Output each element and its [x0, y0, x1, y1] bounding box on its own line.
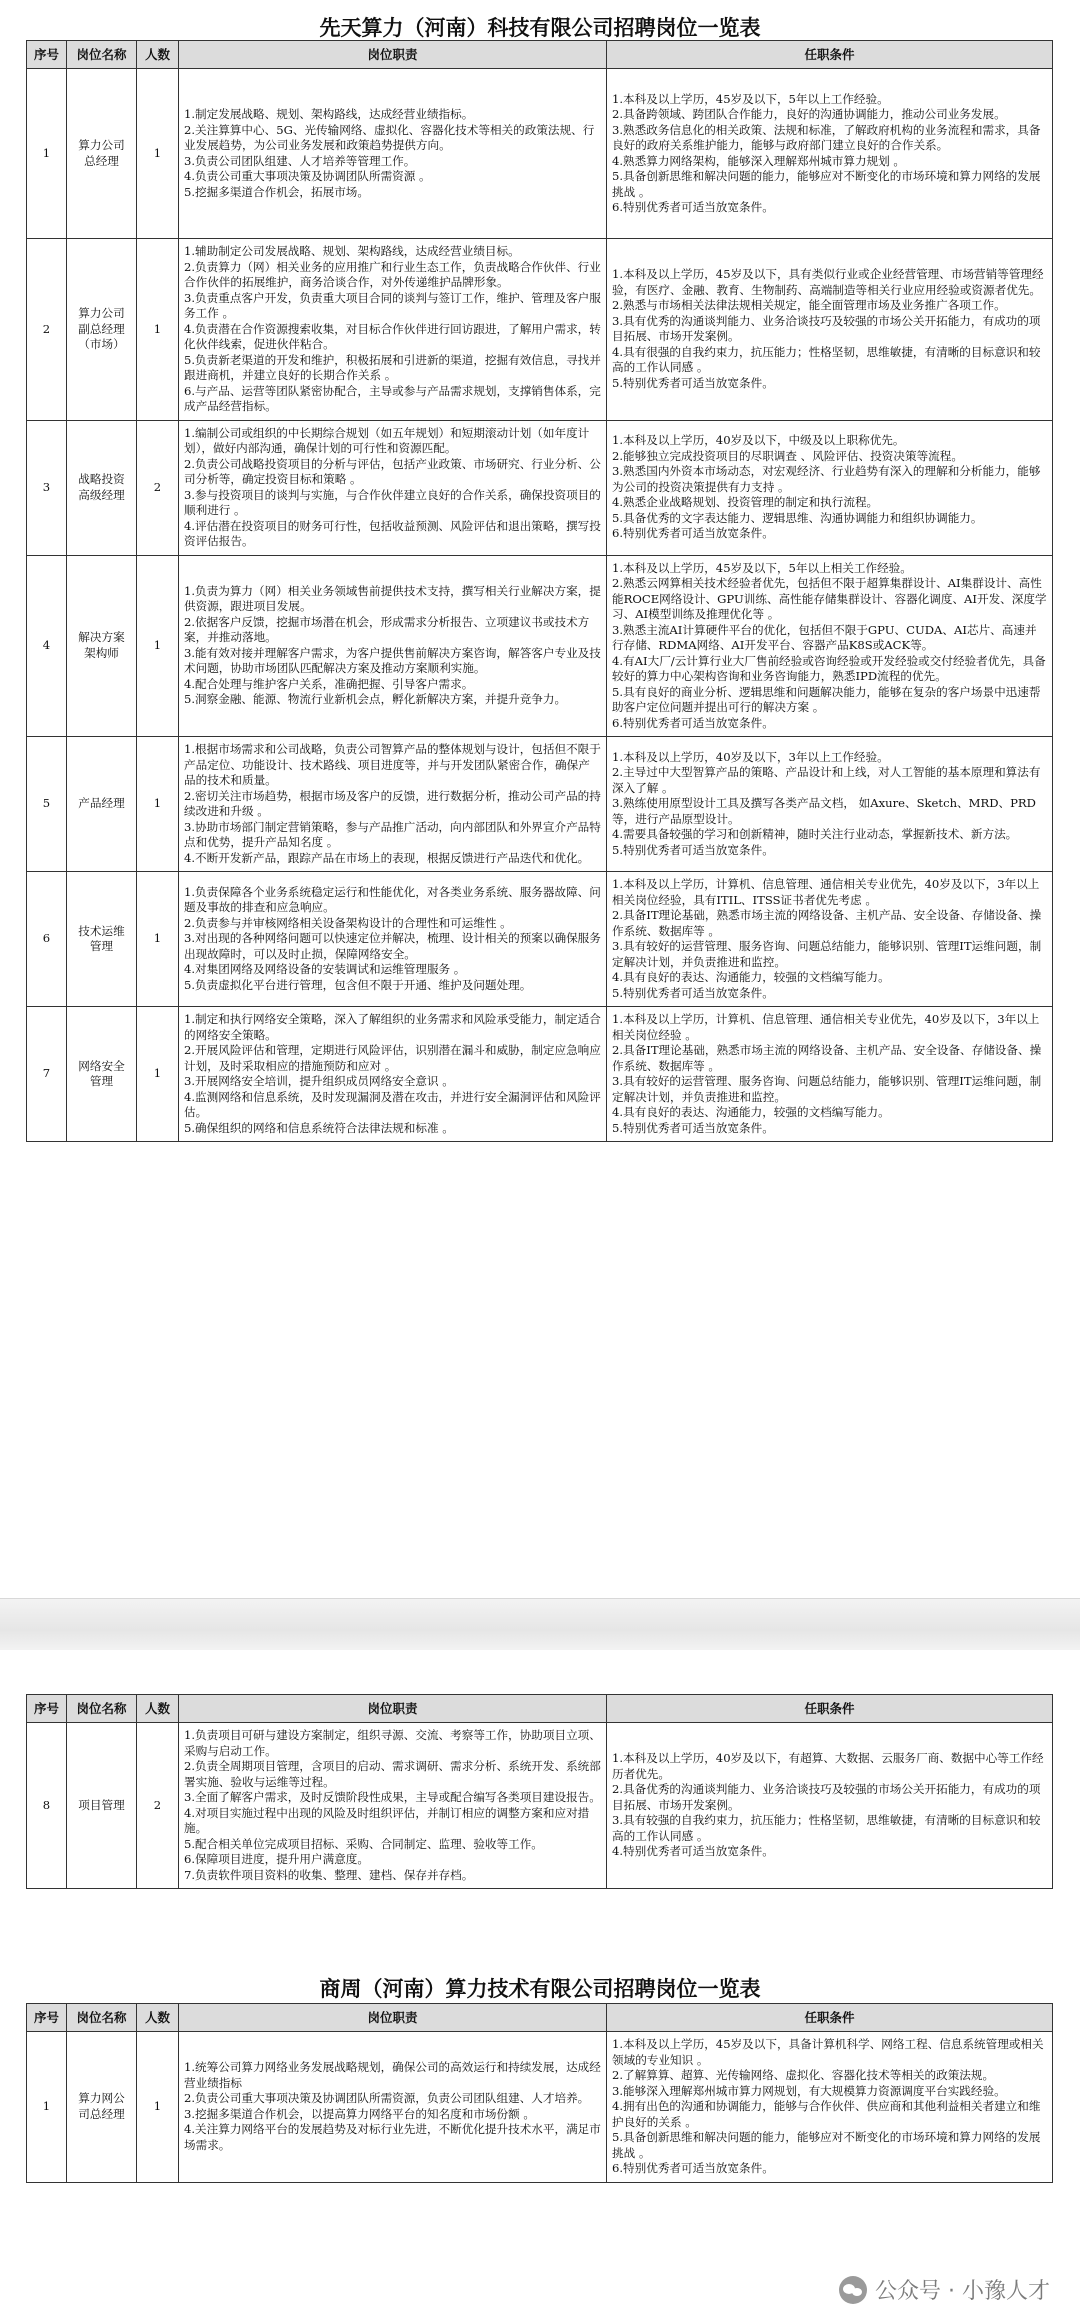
row-number: 3 [27, 420, 67, 555]
duty-item: 4.负责公司重大事项决策及协调团队所需资源 。 [184, 169, 431, 183]
job-duties [179, 1723, 607, 1889]
requirement-item: 6.特别优秀者可适当放宽条件。 [612, 715, 774, 730]
requirement-item: 1.本科及以上学历，40岁及以下，中级及以上职称优先。 [612, 433, 905, 448]
duty-item: 4.配合处理与维护客户关系，准确把握、引导客户需求。 [184, 676, 474, 691]
duty-item: 2.负责全周期项目管理，含项目的启动、需求调研、需求分析、系统开发、系统部署实施、验收与运维等过程。 [184, 1759, 601, 1789]
duty-item: 3.能有效对接并理解客户需求，为客户提供售前解决方案咨询，解答客户专业及技术问题，协助市场团队匹配解决方案及推动方案顺利实施。 [184, 645, 601, 676]
duty-item: 2.负责算力（网）相关业务的应用推广和行业生态工作，负责战略合作伙伴、行业合作伙伴的拓展维护，商务洽谈合作，对外传递维护品牌形象。 [184, 259, 601, 289]
headcount: 2 [137, 420, 179, 555]
position-name [67, 239, 137, 421]
requirement-item: 4.需要具备较强的学习和创新精神，随时关注行业动态，掌握新技术、新方法。 [612, 827, 1018, 842]
job-duties [179, 2032, 607, 2183]
position-name-line: 战略投资 [78, 472, 125, 486]
requirement-item: 1.本科及以上学历，计算机、信息管理、通信相关专业优先，40岁及以下，3年以上相关岗位经验，具有ITIL、ITSS证书者优先考虑 。 [612, 877, 1040, 907]
duty-item: 3.负责公司团队组建、人才培养等管理工作。 [184, 153, 416, 168]
requirement-item: 5.特别优秀者可适当放宽条件。 [612, 842, 774, 857]
job-duties [179, 69, 607, 239]
duty-item: 5.洞察金融、能源、物流行业新机会点，孵化新解决方案，并提升竞争力。 [184, 692, 567, 707]
duty-item: 6.保障项目进度，提升用户满意度。 [184, 1852, 369, 1866]
requirement-item: 3.具有较强的自我约束力，抗压能力；性格坚韧，思维敏捷，有清晰的目标意识和较高的工作认同感 。 [612, 1813, 1041, 1843]
duty-item: 1.负责项目可研与建设方案制定，组织寻源、交流、考察等工作，协助项目立项、采购与启动工作。 [184, 1728, 601, 1758]
job-duties [179, 737, 607, 872]
duty-item: 1.负责为算力（网）相关业务领域售前提供技术支持，撰写相关行业解决方案，提供资源，跟进项目发展。 [184, 583, 601, 614]
requirement-item: 3.熟悉政务信息化的相关政策、法规和标准，了解政府机构的业务流程和需求，具备良好的政府关系维护能力，能够与政府部门建立良好的合作关系。 [612, 122, 1041, 152]
duty-item: 3.参与投资项目的谈判与实施，与合作伙伴建立良好的合作关系，确保投资项目的顺利进行 。 [184, 487, 601, 517]
duty-item: 1.制定和执行网络安全策略，深入了解组织的业务需求和风险承受能力，制定适合的网络安全策略。 [184, 1012, 601, 1042]
job-requirements [607, 239, 1053, 421]
requirement-item: 6.特别优秀者可适当放宽条件。 [612, 526, 774, 541]
position-name [67, 420, 137, 555]
doc1-title: 先天算力（河南）科技有限公司招聘岗位一览表 [319, 15, 761, 40]
duty-item: 4.关注算力网络平台的发展趋势及对标行业先进，不断优化提升技术水平，满足市场需求。 [184, 2122, 601, 2152]
duty-item: 4.对项目实施过程中出现的风险及时组织评估，并制订相应的调整方案和应对措施。 [184, 1805, 590, 1835]
row-number: 1 [27, 2032, 67, 2183]
row-number: 5 [27, 737, 67, 872]
requirement-item: 4.拥有出色的沟通和协调能力，能够与合作伙伴、供应商和其他利益相关者建立和维护良好的关系 。 [612, 2099, 1041, 2129]
position-name-line: 解决方案 [78, 630, 125, 645]
requirement-item: 4.具有很强的自我约束力，抗压能力；性格坚韧，思维敏捷，有清晰的目标意识和较高的工作认同感 。 [612, 344, 1041, 375]
position-name-line: 项目管理 [78, 1797, 125, 1812]
headcount: 1 [137, 555, 179, 737]
position-name-line: 司总经理 [78, 2106, 125, 2121]
header-position: 岗位名称 [67, 1695, 137, 1723]
duty-item: 1.统筹公司算力网络业务发展战略规划，确保公司的高效运行和持续发展，达成经营业绩指标 [184, 2060, 601, 2090]
job-requirements [607, 1723, 1053, 1889]
headcount: 1 [137, 239, 179, 421]
requirement-item: 2.了解算算、超算、光传输网络、虚拟化、容器化技术等相关的政策法规。 [612, 2068, 995, 2082]
job-duties [179, 420, 607, 555]
header-duties: 岗位职责 [179, 41, 607, 69]
requirement-item: 3.熟练使用原型设计工具及撰写各类产品文档， 如Axure、Sketch、MRD、PRD等，进行产品原型设计。 [612, 796, 1036, 826]
header-count: 人数 [137, 2004, 179, 2032]
table-row [27, 239, 1053, 421]
row-number: 2 [27, 239, 67, 421]
requirement-item: 4.特别优秀者可适当放宽条件。 [612, 1844, 774, 1859]
requirement-item: 3.具有较好的运营管理、服务咨询、问题总结能力，能够识别、管理IT运维问题，制定解决计划，并负责推进和监控。 [612, 939, 1042, 969]
duty-item: 1.辅助制定公司发展战略、规划、架构路线，达成经营业绩目标。 [184, 244, 520, 258]
requirement-item: 5.具有良好的商业分析、逻辑思维和问题解决能力，能够在复杂的客户场景中迅速帮助客户定位问题并提出可行的解决方案 。 [612, 684, 1041, 714]
requirement-item: 3.能够深入理解郑州城市算力网规划，有大规模算力资源调度平台实践经验。 [612, 2083, 1006, 2098]
duty-item: 2.负责参与并审核网络相关设备架构设计的合理性和可运维性 。 [184, 915, 512, 930]
requirement-item: 2.熟悉云网算相关技术经验者优先，包括但不限于超算集群设计、AI集群设计、高性能ROCE网络设计、GPU训练、高性能存储集群设计、容器化调度、AI开发、深度学习、AI模型训练及推理优化等 。 [612, 576, 1047, 621]
position-name [67, 69, 137, 239]
row-number: 4 [27, 555, 67, 737]
requirement-item: 1.本科及以上学历，45岁及以下，具备计算机科学、网络工程、信息系统管理或相关领域的专业知识 。 [612, 2037, 1044, 2067]
job-requirements [607, 420, 1053, 555]
row-number: 7 [27, 1007, 67, 1142]
duty-item: 2.负责公司重大事项决策及协调团队所需资源，负责公司团队组建、人才培养。 [184, 2091, 590, 2106]
requirement-item: 4.熟悉算力网络架构，能够深入理解郑州城市算力规划 。 [612, 153, 905, 168]
position-name-line: 算力公司 [78, 138, 125, 152]
watermark-text: 公众号 · 小豫人才 [875, 2279, 1050, 2304]
table-header-row [27, 41, 1053, 69]
duty-item: 3.挖掘多渠道合作机会，以提高算力网络平台的知名度和市场份额 。 [184, 2106, 535, 2121]
duty-item: 2.负责公司战略投资项目的分析与评估，包括产业政策、市场研究、行业分析、公司分析等，确定投资目标和策略 。 [184, 456, 601, 486]
requirement-item: 1.本科及以上学历，计算机、信息管理、通信相关专业优先，40岁及以下，3年以上相关岗位经验 。 [612, 1012, 1040, 1042]
duty-item: 1.负责保障各个业务系统稳定运行和性能优化，对各类业务系统、服务器故障、问题及事故的排查和应急响应。 [184, 884, 601, 915]
duty-item: 7.负责软件项目资料的收集、整理、建档、保存并存档。 [184, 1867, 474, 1882]
job-duties [179, 555, 607, 737]
row-number: 8 [27, 1723, 67, 1889]
position-name-line: 管理 [89, 939, 114, 953]
header-no: 序号 [27, 1695, 67, 1723]
duty-item: 5.确保组织的网络和信息系统符合法律法规和标准 。 [184, 1120, 454, 1135]
position-name-line: 算力公司 [78, 306, 125, 320]
position-name-line: 算力网公 [78, 2091, 125, 2106]
job-duties [179, 239, 607, 421]
table-row [27, 1723, 1053, 1889]
position-name-line: 技术运维 [78, 923, 125, 938]
headcount: 1 [137, 1007, 179, 1142]
duty-item: 5.负责新老渠道的开发和维护，积极拓展和引进新的渠道，挖掘有效信息，寻找并跟进商机，并建立良好的长期合作关系 。 [184, 352, 601, 382]
duty-item: 3.开展网络安全培训，提升组织成员网络安全意识 。 [184, 1074, 454, 1088]
duty-item: 4.负责潜在合作资源搜索收集，对目标合作伙伴进行回访跟进，了解用户需求，转化伙伴线索，促进伙伴粘合。 [184, 321, 601, 351]
requirement-item: 6.特别优秀者可适当放宽条件。 [612, 2161, 774, 2175]
headcount: 1 [137, 737, 179, 872]
requirement-item: 5.具备创新思维和解决问题的能力，能够应对不断变化的市场环境和算力网络的发展挑战 。 [612, 169, 1041, 199]
requirement-item: 5.具备优秀的文字表达能力、逻辑思维、沟通协调能力和组织协调能力。 [612, 510, 983, 525]
header-no: 序号 [27, 2004, 67, 2032]
requirement-item: 5.特别优秀者可适当放宽条件。 [612, 375, 774, 390]
requirement-item: 5.特别优秀者可适当放宽条件。 [612, 1120, 774, 1135]
recruitment-table-1-continued [26, 1694, 1053, 1889]
header-requirements: 任职条件 [607, 2004, 1053, 2032]
requirement-item: 2.具备IT理论基础，熟悉市场主流的网络设备、主机产品、安全设备、存储设备、操作系统、数据库等 。 [612, 908, 1042, 938]
table-row [27, 555, 1053, 737]
job-requirements [607, 872, 1053, 1007]
position-name-line: 副总经理 [78, 321, 125, 336]
requirement-item: 6.特别优秀者可适当放宽条件。 [612, 200, 774, 214]
duty-item: 6.与产品、运营等团队紧密协配合，主导或参与产品需求规划，支撑销售体系，完成产品经营指标。 [184, 383, 601, 413]
table-row [27, 737, 1053, 872]
headcount: 1 [137, 69, 179, 239]
header-duties: 岗位职责 [179, 1695, 607, 1723]
job-duties [179, 1007, 607, 1142]
job-requirements [607, 69, 1053, 239]
duty-item: 2.开展风险评估和管理，定期进行风险评估，识别潜在漏斗和威胁，制定应急响应计划，及时采取相应的措施预防和应对 。 [184, 1043, 601, 1073]
document-page-2 [0, 1650, 1080, 2319]
header-position: 岗位名称 [67, 41, 137, 69]
requirement-item: 4.有AI大厂/云计算行业大厂售前经验或咨询经验或开发经验或交付经验者优先，具备较好的算力中心架构咨询和业务咨询能力，熟悉IPD流程的优先。 [612, 653, 1046, 683]
table-header-row [27, 2004, 1053, 2032]
duty-item: 5.配合相关单位完成项目招标、采购、合同制定、监理、验收等工作。 [184, 1836, 543, 1851]
duty-item: 1.编制公司或组织的中长期综合规划（如五年规划）和短期滚动计划（如年度计划），做好内部沟通，确保计划的可行性和资源匹配。 [184, 425, 590, 455]
requirement-item: 1.本科及以上学历，45岁及以下，5年以上相关工作经验。 [612, 560, 912, 575]
requirement-item: 5.具备创新思维和解决问题的能力，能够应对不断变化的市场环境和算力网络的发展挑战 。 [612, 2130, 1041, 2160]
duty-item: 5.挖掘多渠道合作机会，拓展市场。 [184, 184, 369, 199]
header-no: 序号 [27, 41, 67, 69]
position-name-line: 总经理 [84, 153, 119, 168]
requirement-item: 1.本科及以上学历，40岁及以下，3年以上工作经验。 [612, 749, 889, 764]
position-name [67, 872, 137, 1007]
position-name-line: 高级经理 [78, 487, 125, 502]
requirement-item: 2.熟悉与市场相关法律法规相关规定，能全面管理市场及业务推广各项工作。 [612, 298, 1006, 313]
position-name [67, 555, 137, 737]
page-separator [0, 1598, 1080, 1652]
requirement-item: 5.特别优秀者可适当放宽条件。 [612, 985, 774, 1000]
requirement-item: 3.具有优秀的沟通谈判能力、业务洽谈技巧及较强的市场公关开拓能力，有成功的项目拓展、市场开发案例。 [612, 313, 1041, 344]
table-row [27, 872, 1053, 1007]
requirement-item: 3.具有较好的运营管理、服务咨询、问题总结能力，能够识别、管理IT运维问题，制定解决计划，并负责推进和监控。 [612, 1074, 1042, 1104]
duty-item: 3.负责重点客户开发，负责重大项目合同的谈判与签订工作，维护、管理及客户服务工作 。 [184, 290, 601, 320]
headcount: 1 [137, 2032, 179, 2183]
recruitment-table-2 [26, 2003, 1053, 2183]
requirement-item: 4.具有良好的表达、沟通能力，较强的文档编写能力。 [612, 1105, 890, 1119]
table-row [27, 420, 1053, 555]
duty-item: 4.监测网络和信息系统，及时发现漏洞及潜在攻击，并进行安全漏洞评估和风险评估。 [184, 1089, 601, 1119]
row-number: 1 [27, 69, 67, 239]
job-requirements [607, 737, 1053, 872]
duty-item: 2.密切关注市场趋势，根据市场及客户的反馈，进行数据分析，推动公司产品的持续改进和升级 。 [184, 788, 601, 818]
headcount: 2 [137, 1723, 179, 1889]
position-name-line: 网络安全 [78, 1058, 125, 1073]
requirement-item: 2.具备IT理论基础，熟悉市场主流的网络设备、主机产品、安全设备、存储设备、操作系统、数据库等 。 [612, 1043, 1042, 1073]
requirement-item: 2.具备优秀的沟通谈判能力、业务洽谈技巧及较强的市场公关开拓能力，有成功的项目拓展、市场开发案例。 [612, 1782, 1041, 1812]
table-row [27, 69, 1053, 239]
header-count: 人数 [137, 1695, 179, 1723]
watermark [839, 2274, 1050, 2305]
duty-item: 3.对出现的各种网络问题可以快速定位并解决，梳理、设计相关的预案以确保服务出现故障时，可以及时止损，保障网络安全。 [184, 931, 601, 961]
duty-item: 4.评估潜在投资项目的财务可行性，包括收益预测、风险评估和退出策略，撰写投资评估报告。 [184, 518, 601, 548]
requirement-item: 4.具有良好的表达、沟通能力，较强的文档编写能力。 [612, 970, 890, 984]
position-name [67, 737, 137, 872]
position-name [67, 1007, 137, 1142]
duty-item: 4.对集团网络及网络设备的安装调试和运维管理服务 。 [184, 962, 466, 977]
duty-item: 3.协助市场部门制定营销策略，参与产品推广活动，向内部团队和外界宣介产品特点和优势，提升产品知名度 。 [184, 819, 601, 849]
recruitment-table-1 [26, 40, 1053, 1142]
requirement-item: 4.熟悉企业战略规划、投资管理的制定和执行流程。 [612, 495, 879, 510]
requirement-item: 2.主导过中大型智算产品的策略、产品设计和上线，对人工智能的基本原理和算法有深入了解 。 [612, 765, 1041, 795]
requirement-item: 3.熟悉国内外资本市场动态，对宏观经济、行业趋势有深入的理解和分析能力，能够为公司的投资决策提供有力支持 。 [612, 464, 1041, 494]
wechat-icon [839, 2276, 867, 2304]
header-duties: 岗位职责 [179, 2004, 607, 2032]
table-header-row [27, 1695, 1053, 1723]
header-requirements: 任职条件 [607, 1695, 1053, 1723]
requirement-item: 1.本科及以上学历，40岁及以下，有超算、大数据、云服务厂商、数据中心等工作经历者优先。 [612, 1751, 1044, 1781]
doc2-title: 商周（河南）算力技术有限公司招聘岗位一览表 [319, 1976, 761, 2001]
requirement-item: 2.能够独立完成投资项目的尽职调查 、风险评估、投资决策等流程。 [612, 448, 963, 463]
requirement-item: 2.具备跨领域、跨团队合作能力，良好的沟通协调能力，推动公司业务发展。 [612, 107, 1006, 121]
position-name-line: 管理 [89, 1074, 114, 1088]
position-name-line: 架构师 [84, 645, 119, 660]
duty-item: 5.负责虚拟化平台进行管理，包含但不限于开通、维护及问题处理。 [184, 977, 532, 992]
requirement-item: 3.熟悉主流AI计算硬件平台的优化，包括但不限于GPU、CUDA、AI芯片、高速并行存储、RDMA网络、AI开发平台、容器产品K8S或ACK等。 [612, 622, 1037, 652]
header-requirements: 任职条件 [607, 41, 1053, 69]
header-count: 人数 [137, 41, 179, 69]
job-duties [179, 872, 607, 1007]
position-name-line: （市场） [78, 337, 125, 351]
duty-item: 4.不断开发新产品，跟踪产品在市场上的表现，根据反馈进行产品迭代和优化。 [184, 850, 590, 865]
job-requirements [607, 2032, 1053, 2183]
duty-item: 2.依据客户反馈，挖掘市场潜在机会，形成需求分析报告、立项建议书或技术方案，并推动落地。 [184, 614, 590, 645]
duty-item: 3.全面了解客户需求，及时反馈阶段性成果，主导或配合编写各类项目建设报告。 [184, 1790, 601, 1804]
headcount: 1 [137, 872, 179, 1007]
requirement-item: 1.本科及以上学历，45岁及以下，具有类似行业或企业经营管理、市场营销等管理经验，有医疗、金融、教育、生物制药、高端制造等相关行业应用经验或资源者优先。 [612, 267, 1044, 297]
table-row [27, 1007, 1053, 1142]
job-requirements [607, 555, 1053, 737]
row-number: 6 [27, 872, 67, 1007]
duty-item: 1.制定发展战略、规划、架构路线，达成经营业绩指标。 [184, 107, 474, 121]
header-position: 岗位名称 [67, 2004, 137, 2032]
table-row [27, 2032, 1053, 2183]
position-name [67, 1723, 137, 1889]
position-name-line: 产品经理 [78, 796, 125, 811]
position-name [67, 2032, 137, 2183]
duty-item: 2.关注算算中心、5G、光传输网络、虚拟化、容器化技术等相关的政策法规、行业发展趋势，为公司业务发展和政策趋势提供方向。 [184, 122, 595, 152]
duty-item: 1.根据市场需求和公司战略，负责公司智算产品的整体规划与设计，包括但不限于产品定位、功能设计、技术路线、项目进度等，并与开发团队紧密合作，确保产品的技术和质量。 [184, 742, 601, 787]
job-requirements [607, 1007, 1053, 1142]
requirement-item: 1.本科及以上学历，45岁及以下，5年以上工作经验。 [612, 91, 889, 106]
